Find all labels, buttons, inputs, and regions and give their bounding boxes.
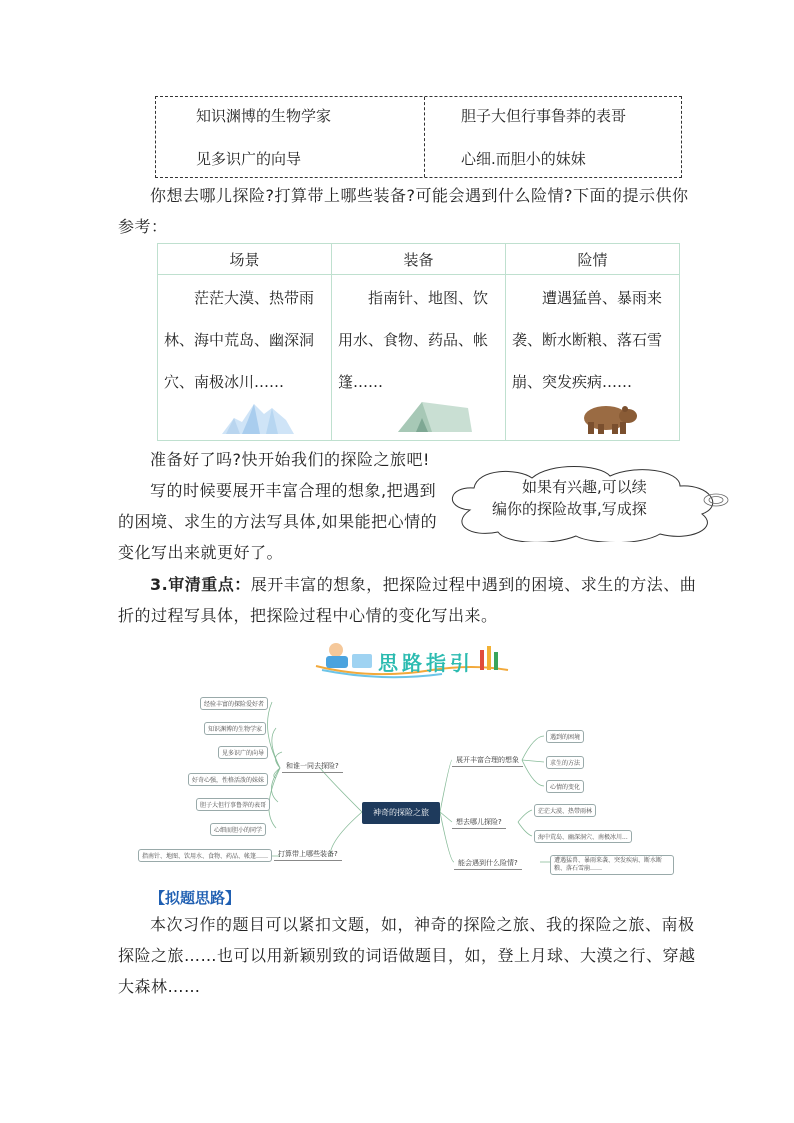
table-cell-scenes: [158, 275, 332, 441]
mindmap-center: 神奇的探险之旅: [362, 802, 440, 824]
mindmap-person: 好奇心强，性格活泼的妹妹: [188, 773, 268, 786]
thought-cloud: [440, 462, 740, 542]
mindmap-imagine-item: 求生的方法: [546, 756, 584, 769]
iceberg-icon: [220, 400, 296, 436]
write-line-2: 的困境、求生的方法写具体,如果能把心情的: [118, 512, 438, 531]
equipment-line: 用水、食物、药品、帐: [338, 331, 489, 349]
danger-line: 崩、突发疾病……: [512, 373, 633, 391]
danger-line: 遭遇猛兽、暴雨来: [542, 289, 663, 307]
mindmap-branch-equipment: 打算带上哪些装备?: [274, 848, 342, 861]
table-header: 场景: [158, 244, 332, 275]
title-line-1: 本次习作的题目可以紧扣文题，如，神奇的探险之旅、我的探险之旅、南极: [150, 915, 695, 934]
table-header: 装备: [332, 244, 506, 275]
mindmap-person: 心细而胆小的同学: [210, 823, 266, 836]
intro-line-2: 参考：: [118, 217, 168, 236]
write-line-3: 变化写出来就更好了。: [118, 543, 284, 562]
mindmap-branch-dangers: 能会遇到什么险情?: [454, 857, 522, 870]
scene-line: 茫茫大漠、热带雨: [194, 289, 315, 307]
mindmap-person: 经验丰富的探险爱好者: [200, 697, 268, 710]
mindmap-imagine-item: 心情的变化: [546, 780, 584, 793]
role-biologist: 知识渊博的生物学家: [196, 107, 332, 125]
focus-line-2: 折的过程写具体，把探险过程中心情的变化写出来。: [118, 606, 498, 625]
mindmap-branch-where: 想去哪儿探险?: [452, 816, 506, 829]
role-box-divider: [424, 97, 425, 177]
equipment-line: 篷……: [338, 373, 384, 391]
banner-title: 思路指引: [378, 651, 474, 675]
danger-line: 袭、断水断粮、落石雪: [512, 331, 663, 349]
role-guide: 见多识广的向导: [196, 150, 302, 168]
focus-text-1: 展开丰富的想象，把探险过程中遇到的困境、求生的方法、曲: [250, 575, 697, 594]
cloud-line-2: 编你的探险故事,写成探: [492, 500, 647, 518]
write-line-1: 写的时候要展开丰富合理的想象,把遇到: [150, 481, 437, 500]
mindmap-equipment-list: 指南针、地图、饮用水、食物、药品、帐篷……: [138, 849, 272, 862]
mindmap-place-item: 茫茫大漠、热带雨林: [534, 804, 596, 817]
mindmap-imagine-item: 遇到的困境: [546, 730, 584, 743]
mindmap-person: 胆子大但行事鲁莽的表哥: [196, 798, 270, 811]
cloud-line-1: 如果有兴趣,可以续: [522, 478, 647, 496]
mindmap-person: 知识渊博的生物学家: [204, 722, 266, 735]
role-cousin: 胆子大但行事鲁莽的表哥: [461, 107, 627, 125]
table-cell-dangers: [506, 275, 680, 441]
mindmap-danger-item: 遭遇猛兽、暴雨来袭、突发疾病、断水断粮、落石雪崩……: [550, 855, 674, 875]
title-line-2: 探险之旅……也可以用新颖别致的词语做题目，如，登上月球、大漠之行、穿越: [118, 946, 696, 965]
tent-icon: [392, 398, 476, 436]
mindmap-place-item: 海中荒岛、幽深洞穴、南极冰川...: [534, 830, 632, 843]
role-sister: 心细.而胆小的妹妹: [461, 150, 586, 168]
hint-table: [157, 243, 680, 441]
scene-line: 林、海中荒岛、幽深洞: [164, 331, 315, 349]
mindmap-branch-who: 和谁一同去探险?: [282, 760, 343, 773]
ready-text: 准备好了吗?快开始我们的探险之旅吧!: [150, 450, 430, 469]
intro-line-1: 你想去哪儿探险?打算带上哪些装备?可能会遇到什么险情?下面的提示供你: [150, 186, 689, 205]
title-line-3: 大森林……: [118, 977, 201, 996]
equipment-line: 指南针、地图、饮: [368, 289, 489, 307]
role-box: [155, 96, 682, 178]
title-section-heading: 【拟题思路】: [150, 889, 241, 907]
scene-line: 穴、南极冰川……: [164, 373, 285, 391]
mindmap-person: 见多识广的向导: [218, 746, 268, 759]
bear-icon: [578, 400, 638, 436]
table-header: 险情: [506, 244, 680, 275]
focus-line-1: [150, 575, 696, 595]
focus-label: 3.审清重点：: [150, 575, 251, 594]
table-cell-equipment: [332, 275, 506, 441]
mindmap-branch-imagine: 展开丰富合理的想象: [452, 754, 523, 767]
